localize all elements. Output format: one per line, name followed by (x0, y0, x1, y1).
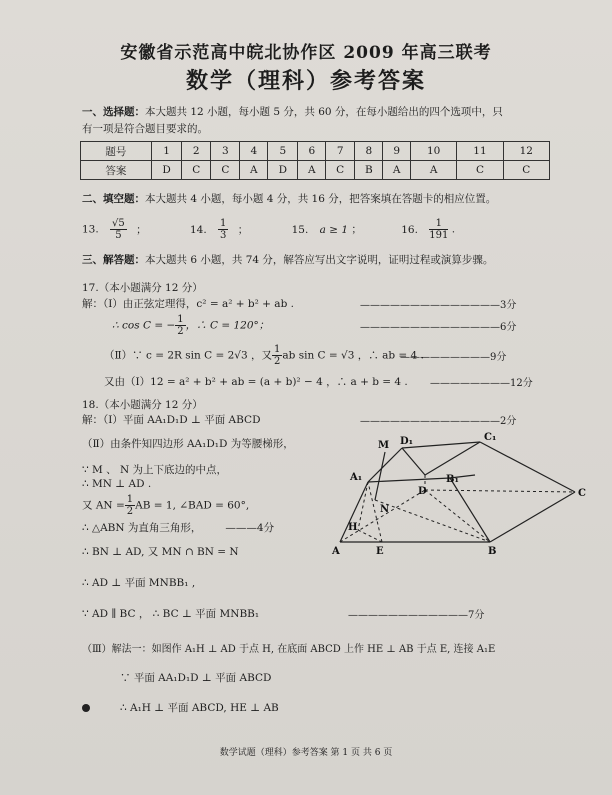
answer-cell: A (240, 161, 268, 180)
section3-heading: 三、解答题： (82, 254, 145, 266)
answer-cell: C (182, 161, 211, 180)
section1-desc: 本大题共 12 小题，每小题 5 分，共 60 分，在每小题给出的四个选项中，只 (145, 106, 503, 118)
q18-score2-text: 4分 (256, 522, 275, 534)
q18-line12: ∴ A₁H ⊥ 平面 ABCD, HE ⊥ AB (120, 702, 279, 714)
q17-line3 (104, 344, 424, 367)
q15-answer: a ≥ 1 (319, 223, 349, 236)
q18-line6-text: ∴ △ABN 为直角三角形， (82, 522, 202, 534)
q18-score3: ————————————7分 (348, 610, 485, 621)
section2-heading: 二、填空题： (82, 193, 145, 205)
q18-line5b: AB = 1, ∠BAD = 60°, (135, 499, 250, 512)
question-number-cell: 12 (503, 142, 549, 161)
question-number-cell: 9 (383, 142, 411, 161)
document-subtitle: 数学（理科）参考答案 (185, 68, 426, 94)
q17-line3b: ab sin C = √3 ，∴ ab = 4 . (282, 349, 424, 362)
q18-line2: （Ⅱ）由条件知四边形 AA₁D₁D 为等腰梯形， (82, 438, 294, 450)
question-number-cell: 10 (411, 142, 457, 161)
q17-frac-half: $\frac{1}{2}$ (177, 314, 184, 337)
question-number-cell: 3 (211, 142, 240, 161)
q18-score3-text: 7分 (468, 610, 485, 621)
q18-score1-text: 2分 (500, 416, 517, 427)
answer-table-answer-row (81, 161, 550, 180)
q17-line2a: ∴ cos C = − (112, 319, 176, 332)
q18-line3: ∵ M 、 N 为上下底边的中点， (82, 464, 227, 476)
q17-line2 (112, 314, 269, 337)
question-number-cell: 4 (240, 142, 268, 161)
question-number-cell: 7 (326, 142, 355, 161)
q13-label: 13. (82, 223, 99, 236)
q17-score3-text: 9分 (490, 352, 507, 363)
q17-score4: ————————12分 (430, 378, 533, 389)
q17-line1: 解：（Ⅰ）由正弦定理得，c² = a² + b² + ab . (82, 298, 294, 310)
q18-head: 18.（本小题满分 12 分） (82, 399, 203, 411)
q17-score4-text: 12分 (510, 378, 533, 389)
q14-label: 14. (189, 223, 207, 236)
q17-score1: ——————————————3分 (360, 300, 517, 311)
section3-desc: 本大题共 6 小题，共 74 分，解答应写出文字说明，证明过程或演算步骤。 (145, 254, 494, 266)
figure-label: C (578, 488, 586, 499)
section2-intro (82, 191, 496, 206)
answer-cell: B (355, 161, 383, 180)
answer-table-number-row (81, 142, 550, 161)
q16-den: 191 (429, 230, 449, 241)
section2-desc: 本大题共 4 小题，每小题 4 分，共 16 分，把答案填在答题卡的相应位置。 (145, 193, 497, 205)
q18-line5a: 又 AN = (82, 499, 125, 512)
figure-label: H (348, 522, 358, 533)
q18-line11: ∵ 平面 AA₁D₁D ⊥ 平面 ABCD (120, 672, 272, 684)
figure-label: E (376, 546, 384, 557)
q15-label: 15. (291, 223, 309, 236)
q16-label: 16. (401, 223, 418, 236)
section1-heading: 一、选择题： (82, 106, 145, 118)
answer-cell: C (503, 161, 549, 180)
q16-answer (429, 218, 448, 241)
q13-num: √5 (112, 218, 125, 229)
q17-frac-half2: $\frac{1}{2}$ (274, 344, 281, 367)
q14-den: 3 (220, 230, 227, 241)
q18-line10: （Ⅲ）解法一：如图作 A₁H ⊥ AD 于点 H, 在底面 ABCD 上作 HE ⊥ AB 于点 E, 连接 A₁E (82, 644, 496, 655)
q16-num: 1 (429, 218, 448, 230)
q17-line2b: ，∴ C = 120°； (185, 319, 270, 332)
answer-cell: A (383, 161, 411, 180)
question-number-cell: 8 (355, 142, 383, 161)
q18-frac-half: $\frac{1}{2}$ (126, 494, 134, 517)
q18-line7: ∴ BN ⊥ AD, 又 MN ∩ BN = N (82, 546, 239, 558)
answer-table (80, 141, 550, 180)
figure-label: D₁ (400, 436, 414, 447)
q14-answer (218, 218, 228, 241)
figure-label: M (378, 440, 390, 451)
q18-line6: ∴ △ABN 为直角三角形， ———4分 (82, 522, 275, 534)
q17-score2: ——————————————6分 (360, 322, 517, 333)
answer-cell: A (298, 161, 326, 180)
q17-score2-text: 6分 (500, 322, 517, 333)
q17-line3a: （Ⅱ）∵ c = 2R sin C = 2√3 ，又 (104, 349, 272, 362)
answer-cell: C (211, 161, 240, 180)
question-number-cell: 2 (182, 142, 211, 161)
q18-line9: ∵ AD ∥ BC ， ∴ BC ⊥ 平面 MNBB₁ (82, 608, 260, 620)
page-footer: 数学试题（理科）参考答案 第 1 页 共 6 页 (219, 748, 393, 758)
answer-cell: D (268, 161, 298, 180)
geometry-figure (330, 430, 600, 560)
q18-score1: ——————————————2分 (360, 416, 517, 427)
document-title: 安徽省示范高中皖北协作区 2009 年高三联考 (120, 43, 492, 63)
q18-line8: ∴ AD ⊥ 平面 MNBB₁ , (82, 577, 196, 589)
figure-label: C₁ (484, 432, 497, 443)
q17-line4: 又由（Ⅰ）12 = a² + b² + ab = (a + b)² − 4 ，∴ a + b = 4 . (104, 376, 408, 388)
question-number-cell: 1 (151, 142, 181, 161)
question-number-cell: 6 (298, 142, 326, 161)
fill-answers: 13. $\frac{√5}{5}$ ； 14. $\frac{1}{3}$ ； 15. a ≥ 1 ； 16. $\frac{1}{191}$ . (82, 218, 456, 241)
q13-den: 5 (115, 230, 122, 241)
figure-label: D (418, 486, 427, 497)
answer-cell: D (151, 161, 181, 180)
q13-answer (110, 218, 127, 241)
row-label-ans: 答案 (81, 161, 152, 180)
answer-cell: C (326, 161, 355, 180)
section1-intro (82, 104, 503, 119)
q18-line1: 解：（Ⅰ）平面 AA₁D₁D ⊥ 平面 ABCD (82, 414, 261, 426)
q18-line5 (82, 494, 249, 517)
figure-label: B₁ (446, 474, 459, 485)
q17-score3: —————————9分 (400, 352, 507, 363)
q14-num: 1 (220, 218, 227, 229)
q18-line4: ∴ MN ⊥ AD . (82, 478, 152, 490)
row-label-num: 题号 (81, 142, 152, 161)
figure-label: N (380, 504, 390, 515)
answer-cell: C (457, 161, 503, 180)
answer-cell: A (411, 161, 457, 180)
q17-head: 17.（本小题满分 12 分） (82, 282, 203, 294)
ink-mark (82, 704, 90, 712)
figure-label: A₁ (350, 472, 363, 483)
figure-label: B (488, 546, 497, 557)
figure-label: A (332, 546, 340, 557)
q17-score1-text: 3分 (500, 300, 517, 311)
question-number-cell: 5 (268, 142, 298, 161)
question-number-cell: 11 (457, 142, 503, 161)
section1-desc2: 有一项是符合题目要求的。 (82, 123, 208, 135)
section3-intro (82, 252, 493, 267)
